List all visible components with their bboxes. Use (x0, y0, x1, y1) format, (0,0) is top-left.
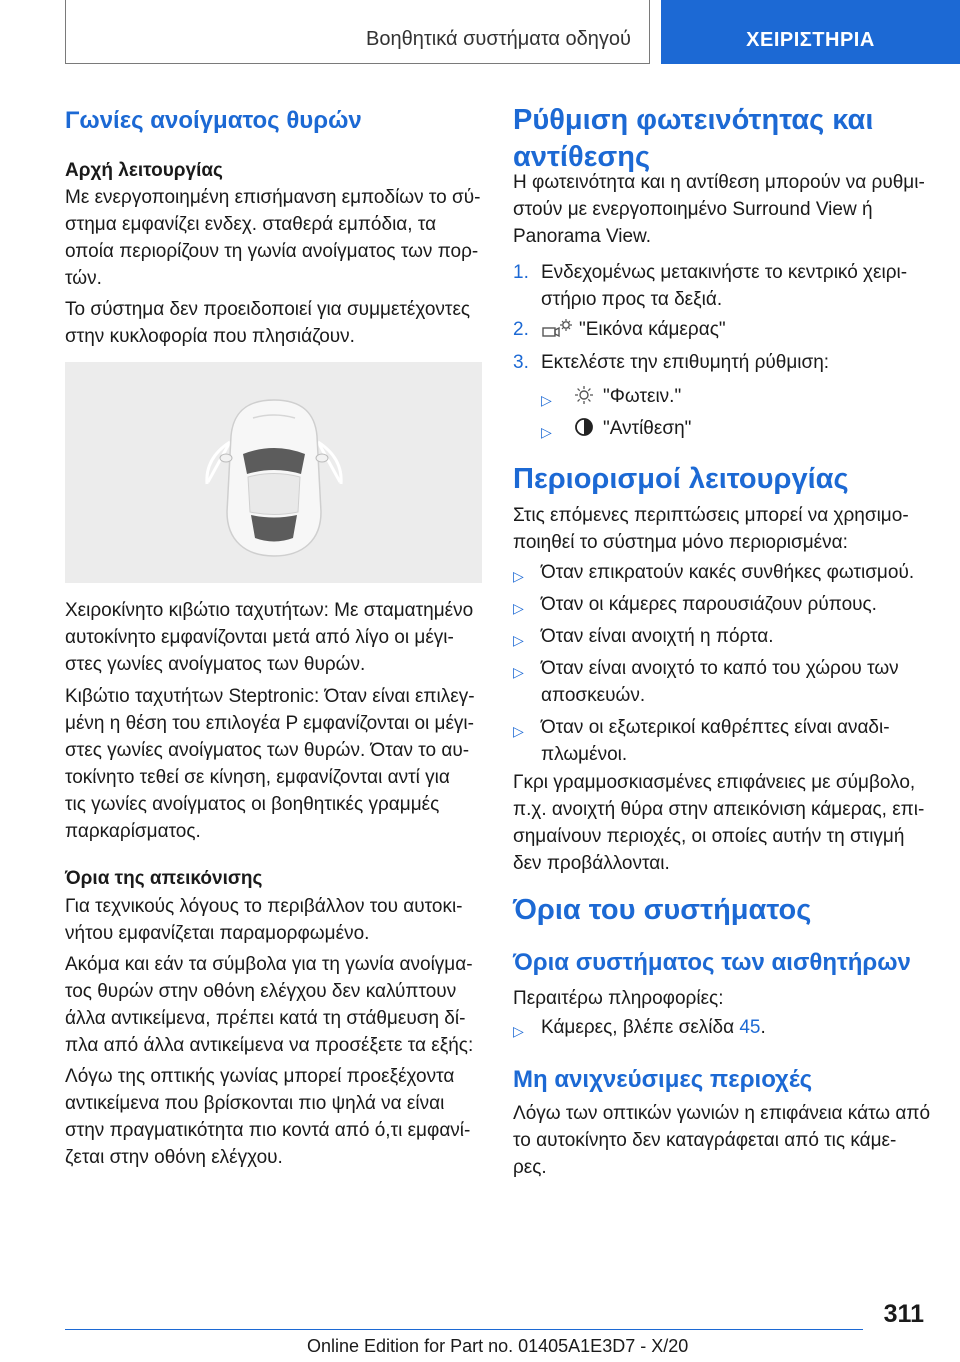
bullet-triangle-icon: ▷ (513, 568, 524, 584)
bullet-triangle-icon: ▷ (513, 723, 524, 739)
paragraph-distortion: Για τεχνικούς λόγους το περιβάλλον του αυτοκι- νήτου εμφανίζεται παραμορφωμένο. (65, 896, 463, 944)
bullet-triangle-icon: ▷ (513, 600, 524, 616)
paragraph-steptronic: Κιβώτιο ταχυτήτων Steptronic: Όταν είναι επιλεγ- μένη η θέση του επιλογέα P εμφανίζονται οι μέγι- στες γωνίες ανοίγματος των θυρών. Όταν το αυ- τοκίνητο τεθεί σε κίνηση, εμφανίζονται αντί για τις γωνίες ανοίγματος οι βοηθητικές γραμμές παρκαρίσματος. (65, 686, 475, 842)
header-chapter-tab[interactable]: ΧΕΙΡΙΣΤΗΡΙΑ (661, 0, 960, 64)
paragraph-viewing-angle: Λόγω της οπτικής γωνίας μπορεί προεξέχοντα αντικείμενα που βρίσκονται πιο ψηλά να είναι στην πραγματικότητα πιο κοντά από ό,τι εμφανί- ζεται στην οθόνη ελέγχου. (65, 1066, 471, 1168)
contrast-icon (573, 416, 595, 438)
header-section-title: Βοηθητικά συστήματα οδηγού (366, 28, 631, 50)
subheading-display-limits: Όρια της απεικόνισης (65, 868, 263, 889)
bullet-triangle-icon: ▷ (513, 664, 524, 680)
paragraph-limitations-intro: Στις επόμενες περιπτώσεις μπορεί να χρησιμο- ποιηθεί το σύστημα μόνο περιορισμένα: (513, 505, 909, 553)
paragraph-undetectable: Λόγω των οπτικών γωνιών η επιφάνεια κάτω από το αυτοκίνητο δεν καταγράφεται από τις κάμε- ρες. (513, 1103, 931, 1178)
heading-door-opening-angles: Γωνίες ανοίγματος θυρών (65, 107, 362, 134)
page-reference-link[interactable]: 45 (739, 1017, 761, 1038)
heading-brightness-contrast: Ρύθμιση φωτεινότητας και αντίθεσης (513, 104, 874, 173)
car-door-angles-illustration (65, 362, 482, 583)
paragraph-principle-2: Το σύστημα δεν προειδοποιεί για συμμετέχοντες στην κυκλοφορία που πλησιάζουν. (65, 299, 471, 347)
header-section-box (65, 0, 650, 64)
heading-sensor-limits: Όρια συστήματος των αισθητήρων (513, 949, 911, 976)
paragraph-principle-1: Με ενεργοποιημένη επισήμανση εμποδίων το σύ- στημα εμφανίζει ενδεχ. σταθερά εμπόδια, τα οποία περιορίζουν τη γωνία ανοίγματος των πορ- τών. (65, 187, 481, 289)
page-number: 311 (883, 1300, 924, 1328)
paragraph-gray-areas: Γκρι γραμμοσκιασμένες επιφάνειες με σύμβολο, π.χ. ανοιχτή θύρα στην απεικόνιση κάμερας, επι- σημαίνουν περιοχές, οι οποίες αυτήν τη στιγμή δεν προβάλλονται. (513, 772, 925, 874)
paragraph-manual-gearbox: Χειροκίνητο κιβώτιο ταχυτήτων: Με σταματημένο αυτοκίνητο εμφανίζονται μετά από λίγο οι μέγι- στες γωνίες ανοίγματος των θυρών. (65, 600, 474, 675)
bullet-triangle-icon: ▷ (541, 392, 552, 408)
bullet-triangle-icon: ▷ (541, 424, 552, 440)
footer-edition: Online Edition for Part no. 01405A1E3D7 - X/20 (307, 1336, 689, 1356)
brightness-icon (573, 384, 595, 406)
heading-limitations: Περιορισμοί λειτουργίας (513, 463, 849, 495)
heading-undetectable-areas: Μη ανιχνεύσιμες περιοχές (513, 1066, 813, 1093)
paragraph-symbols: Ακόμα και εάν τα σύμβολα για τη γωνία ανοίγμα- τος θυρών στην οθόνη ελέγχου δεν καλύπτουν άλλα αντικείμενα, πρέπει κατά τη στάθμευση δί- πλα από άλλα αντικείμενα να προσέξετε τα εξής: (65, 954, 474, 1056)
bullet-triangle-icon: ▷ (513, 1023, 524, 1039)
camera-settings-icon (541, 317, 573, 339)
subheading-principle: Αρχή λειτουργίας (65, 160, 223, 181)
paragraph-more-info: Περαιτέρω πληροφορίες: (513, 988, 724, 1009)
heading-system-limits: Όρια του συστήματος (513, 894, 812, 926)
bullet-triangle-icon: ▷ (513, 632, 524, 648)
paragraph-brightness-intro: Η φωτεινότητα και η αντίθεση μπορούν να ρυθμι- στούν με ενεργοποιημένο Surround View ή Panorama View. (513, 172, 925, 247)
footer-divider (65, 1329, 863, 1330)
car-top-view-icon (65, 362, 482, 583)
